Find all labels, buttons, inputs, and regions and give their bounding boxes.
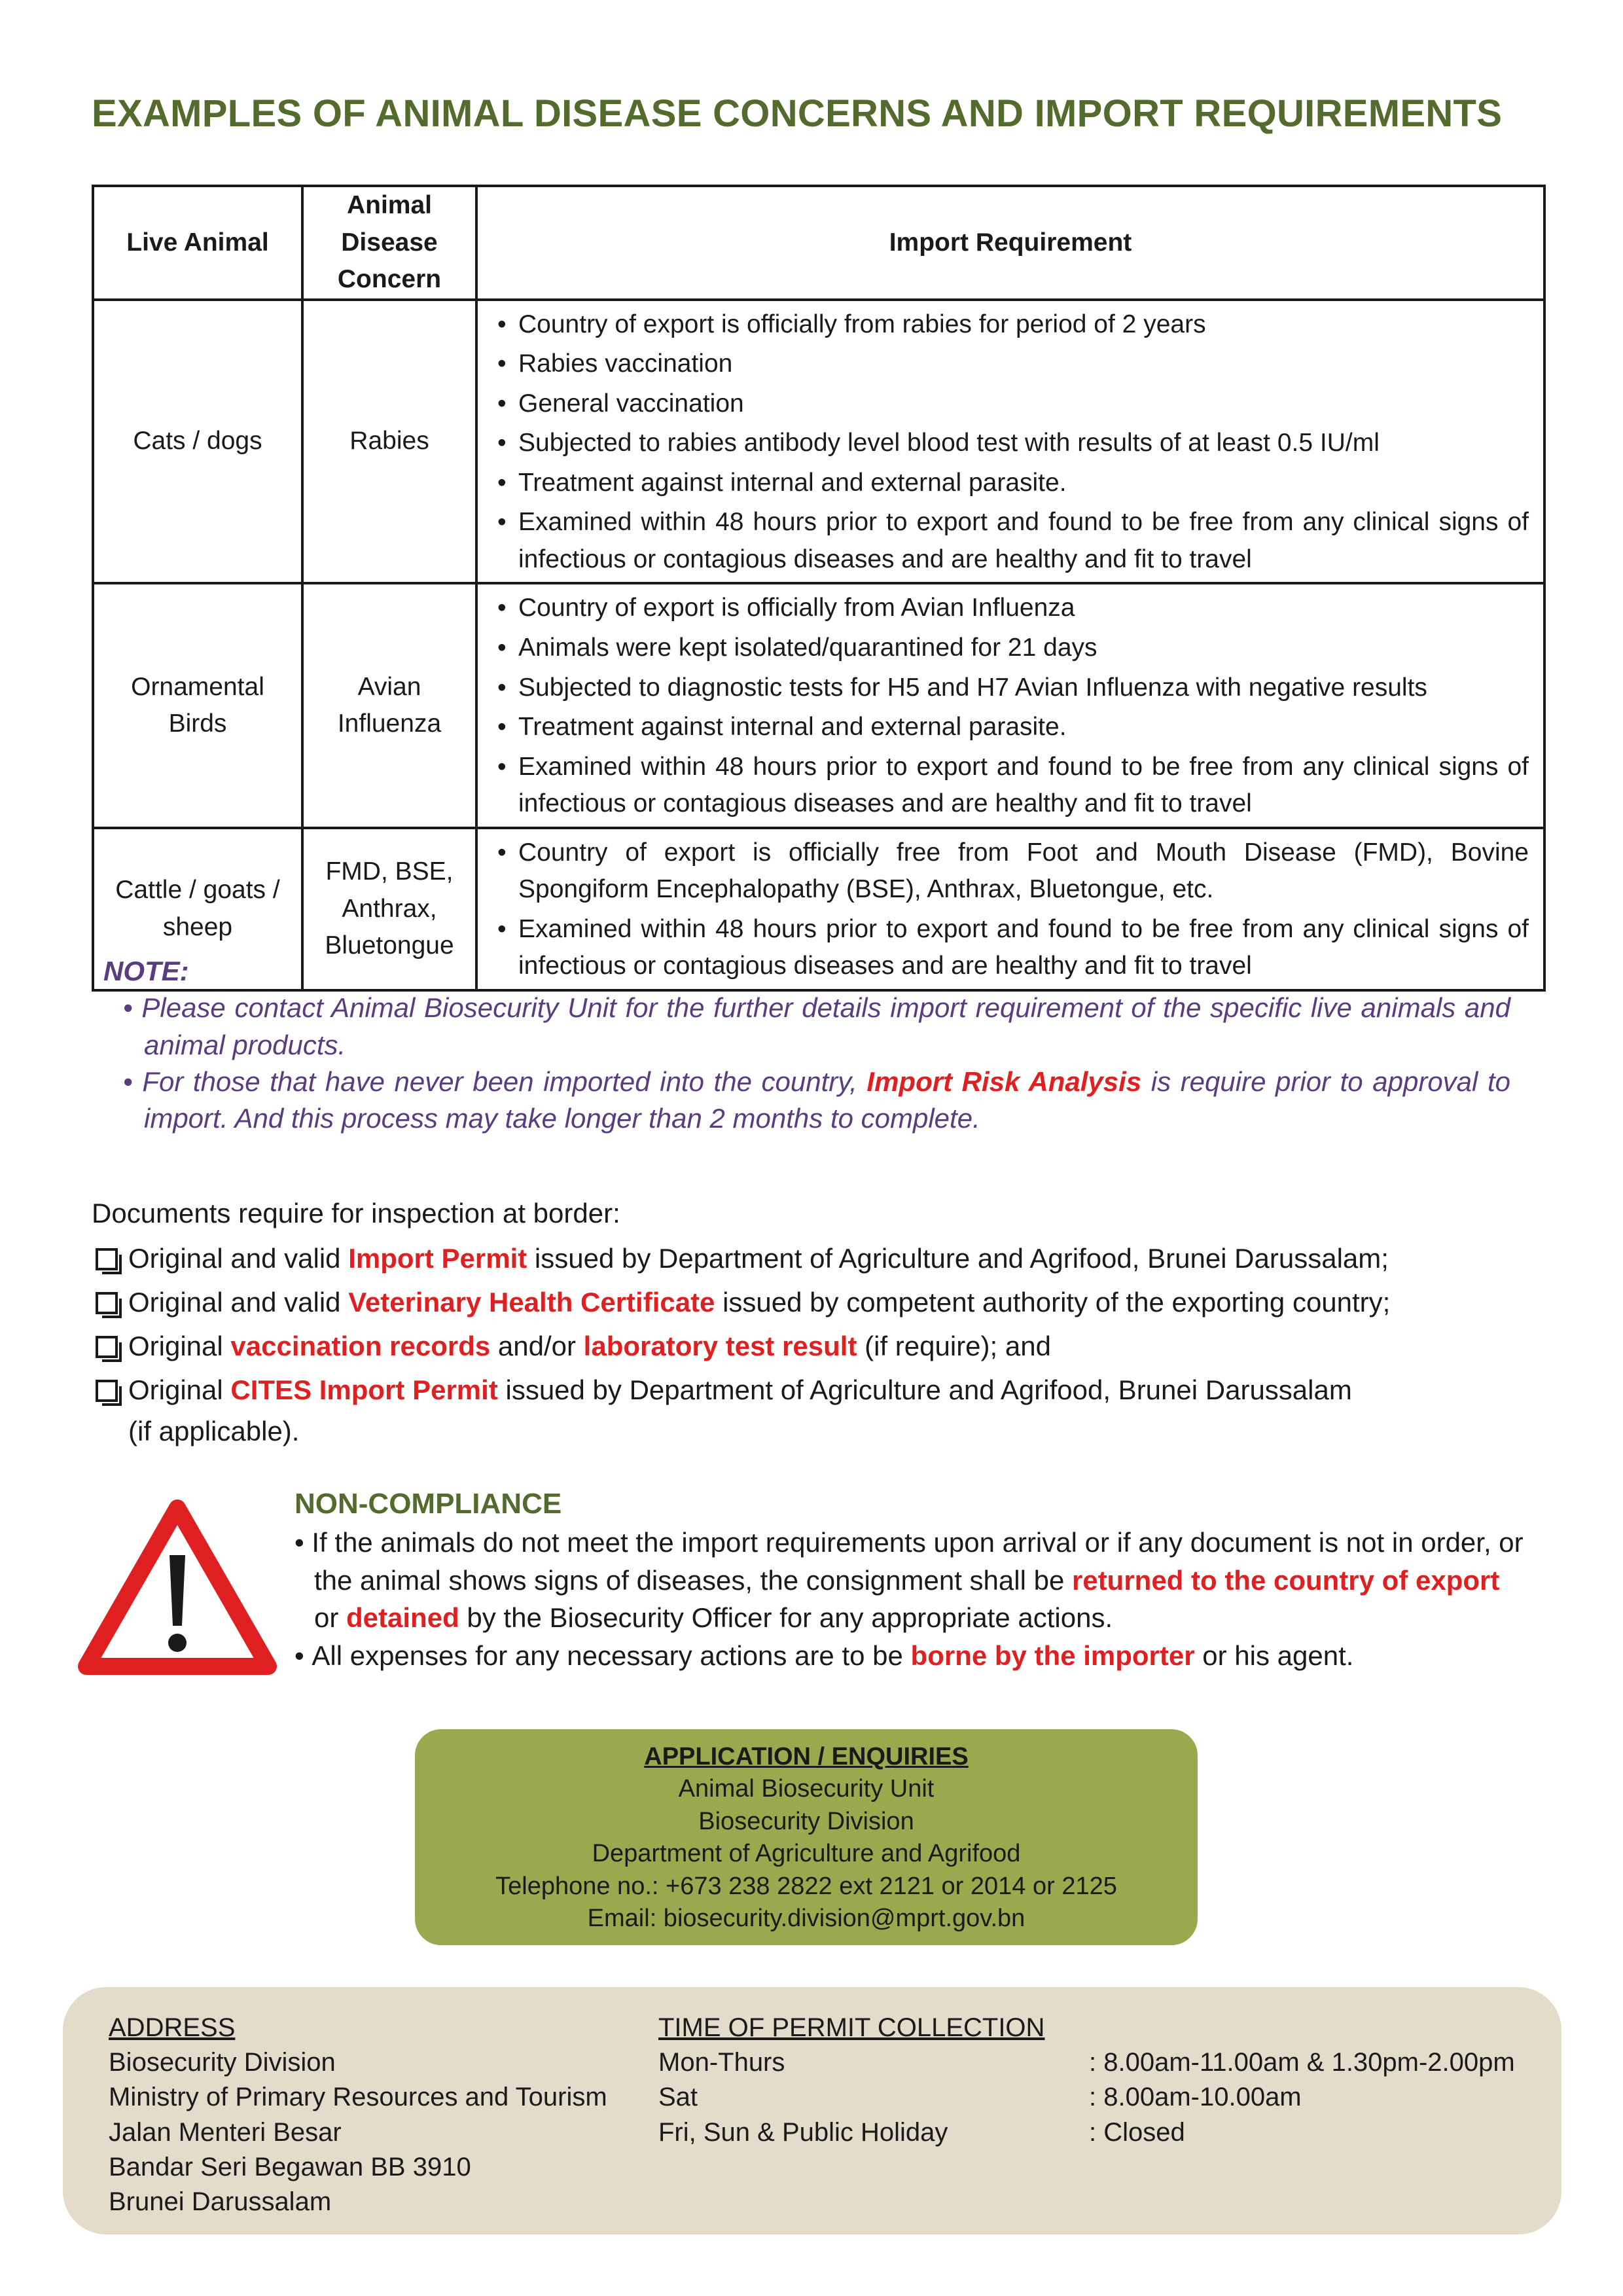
table-header-row <box>93 186 1544 300</box>
telephone-line: Telephone no.: +673 238 2822 ext 2121 or 2014 or 2125 <box>495 1872 1117 1900</box>
document-text: (if applicable). <box>128 1416 300 1446</box>
cites-permit-highlight: CITES Import Permit <box>230 1374 498 1405</box>
nc-text: All expenses for any necessary actions are to be <box>312 1640 903 1671</box>
collection-heading: TIME OF PERMIT COLLECTION <box>658 2013 1045 2042</box>
concern-cell: Rabies <box>302 300 476 584</box>
documents-section <box>92 1193 1558 1454</box>
non-compliance-heading: NON-COMPLIANCE <box>294 1488 562 1520</box>
enquiries-line: Animal Biosecurity Unit <box>678 1775 935 1803</box>
checkbox-icon <box>96 1292 118 1314</box>
nc-text: or his agent. <box>1202 1640 1354 1671</box>
document-text: Original <box>128 1374 223 1405</box>
requirement-item: • General vaccination <box>497 386 1529 423</box>
enquiries-line: Biosecurity Division <box>698 1807 914 1835</box>
collection-time: : Closed <box>1089 2117 1185 2147</box>
warning-triangle-icon <box>77 1499 277 1676</box>
document-item <box>92 1238 1558 1279</box>
requirement-item: • Examined within 48 hours prior to export and found to be free from any clinical signs of infectious or contagious diseases and are healthy and fit to travel <box>497 504 1529 578</box>
document-item <box>92 1325 1558 1367</box>
animal-cell: Cats / dogs <box>93 300 302 584</box>
import-requirements-table <box>92 185 1546 992</box>
nc-text: by the Biosecurity Officer for any appropriate actions. <box>467 1602 1113 1634</box>
document-text: and/or <box>497 1331 576 1361</box>
enquiries-box <box>415 1729 1198 1945</box>
address-box <box>63 1987 1561 2234</box>
document-text: Original <box>128 1331 223 1361</box>
importer-highlight: borne by the importer <box>910 1640 1195 1671</box>
note-text: is require prior to approval to import. And this process may take longer than 2 months to complete. <box>144 1066 1510 1134</box>
collection-days <box>658 2011 1044 2150</box>
document-text: (if require); and <box>865 1331 1051 1361</box>
requirement-item: • Examined within 48 hours prior to export and found to be free from any clinical signs of infectious or contagious diseases and are healthy and fit to travel <box>497 749 1529 823</box>
non-compliance-item: • All expenses for any necessary actions are to be borne by the importer or his agent. <box>294 1640 1354 1671</box>
collection-time: : 8.00am-10.00am <box>1089 2083 1302 2112</box>
header-import-requirement: Import Requirement <box>476 186 1544 300</box>
import-risk-analysis-highlight: Import Risk Analysis <box>866 1066 1142 1097</box>
enquiries-heading: APPLICATION / ENQUIRIES <box>644 1743 969 1770</box>
collection-spacer <box>1089 2011 1515 2045</box>
email-line: Email: biosecurity.division@mprt.gov.bn <box>587 1904 1026 1932</box>
requirement-item: • Country of export is officially from rabies for period of 2 years <box>497 306 1529 344</box>
collection-day: Mon-Thurs <box>658 2048 785 2077</box>
nc-text: or <box>314 1602 339 1634</box>
document-text: issued by Department of Agriculture and Agrifood, Brunei Darussalam; <box>534 1243 1389 1274</box>
vaccination-records-highlight: vaccination records <box>230 1331 491 1361</box>
animal-cell: Ornamental Birds <box>93 583 302 827</box>
address-line: Brunei Darussalam <box>109 2187 332 2216</box>
requirement-item: • Animals were kept isolated/quarantined for 21 days <box>497 630 1529 667</box>
address-block <box>109 2011 607 2219</box>
concern-cell: Avian Influenza <box>302 583 476 827</box>
note-item <box>103 1064 1510 1138</box>
enquiries-line: Department of Agriculture and Agrifood <box>592 1840 1021 1868</box>
import-permit-highlight: Import Permit <box>348 1243 527 1274</box>
document-text: Original and valid <box>128 1243 341 1274</box>
checkbox-icon <box>96 1336 118 1358</box>
requirement-item: • Rabies vaccination <box>497 346 1529 383</box>
collection-times <box>1089 2011 1515 2150</box>
document-item <box>92 1282 1558 1323</box>
requirement-item: • Country of export is officially from Avian Influenza <box>497 590 1529 627</box>
animal-cell: Cattle / goats / sheep <box>93 828 302 990</box>
collection-day: Fri, Sun & Public Holiday <box>658 2117 948 2147</box>
note-item: • Please contact Animal Biosecurity Unit for the further details import requirement of the specific live animals and animal products. <box>103 990 1510 1064</box>
address-line: Jalan Menteri Besar <box>109 2117 342 2147</box>
page-title: EXAMPLES OF ANIMAL DISEASE CONCERNS AND IMPORT REQUIREMENTS <box>92 92 1503 135</box>
document-item <box>92 1369 1558 1452</box>
requirement-item: • Subjected to diagnostic tests for H5 and H7 Avian Influenza with negative results <box>497 670 1529 707</box>
note-heading: NOTE: <box>103 956 189 986</box>
document-text: issued by competent authority of the exporting country; <box>722 1287 1391 1318</box>
table-row <box>93 300 1544 584</box>
collection-time: : 8.00am-11.00am & 1.30pm-2.00pm <box>1089 2048 1515 2077</box>
document-text: issued by Department of Agriculture and Agrifood, Brunei Darussalam <box>505 1374 1352 1405</box>
non-compliance-item: • If the animals do not meet the import requirements upon arrival or if any document is not in order, or the animal shows signs of diseases, the consignment shall be returned to the country of export or detained by the Biosecurity Officer for any appropriate actions. <box>294 1527 1524 1634</box>
requirement-item: • Treatment against internal and external parasite. <box>497 465 1529 502</box>
requirement-item: • Country of export is officially free from Foot and Mouth Disease (FMD), Bovine Spongiform Encephalopathy (BSE), Anthrax, Bluetongue, etc. <box>497 834 1529 908</box>
address-heading: ADDRESS <box>109 2013 236 2042</box>
requirements-cell <box>476 583 1544 827</box>
address-line: Bandar Seri Begawan BB 3910 <box>109 2152 471 2181</box>
requirement-item: • Subjected to rabies antibody level blood test with results of at least 0.5 IU/ml <box>497 425 1529 462</box>
documents-intro: Documents require for inspection at border: <box>92 1198 620 1229</box>
collection-day: Sat <box>658 2083 698 2112</box>
requirements-cell <box>476 300 1544 584</box>
nc-text: If the animals do not meet the import requirements upon arrival or if any document is not in order, or the animal shows signs of diseases, the consignment shall be <box>312 1527 1524 1596</box>
address-line: Ministry of Primary Resources and Tourism <box>109 2083 607 2112</box>
address-line: Biosecurity Division <box>109 2048 336 2077</box>
requirement-item: • Treatment against internal and external parasite. <box>497 709 1529 746</box>
checkbox-icon <box>96 1380 118 1402</box>
note-text: For those that have never been imported into the country, <box>142 1066 857 1097</box>
returned-highlight: returned to the country of export <box>1071 1564 1500 1596</box>
requirement-item: • Examined within 48 hours prior to export and found to be free from any clinical signs of infectious or contagious diseases and are healthy and fit to travel <box>497 911 1529 985</box>
checkbox-icon <box>96 1248 118 1270</box>
health-certificate-highlight: Veterinary Health Certificate <box>348 1287 715 1318</box>
non-compliance-section <box>294 1484 1525 1674</box>
detained-highlight: detained <box>346 1602 459 1634</box>
lab-test-highlight: laboratory test result <box>583 1331 857 1361</box>
table-row <box>93 583 1544 827</box>
concern-cell: FMD, BSE, Anthrax, Bluetongue <box>302 828 476 990</box>
note-section <box>103 953 1510 1137</box>
document-text: Original and valid <box>128 1287 341 1318</box>
header-live-animal: Live Animal <box>93 186 302 300</box>
header-disease-concern: Animal Disease Concern <box>302 186 476 300</box>
